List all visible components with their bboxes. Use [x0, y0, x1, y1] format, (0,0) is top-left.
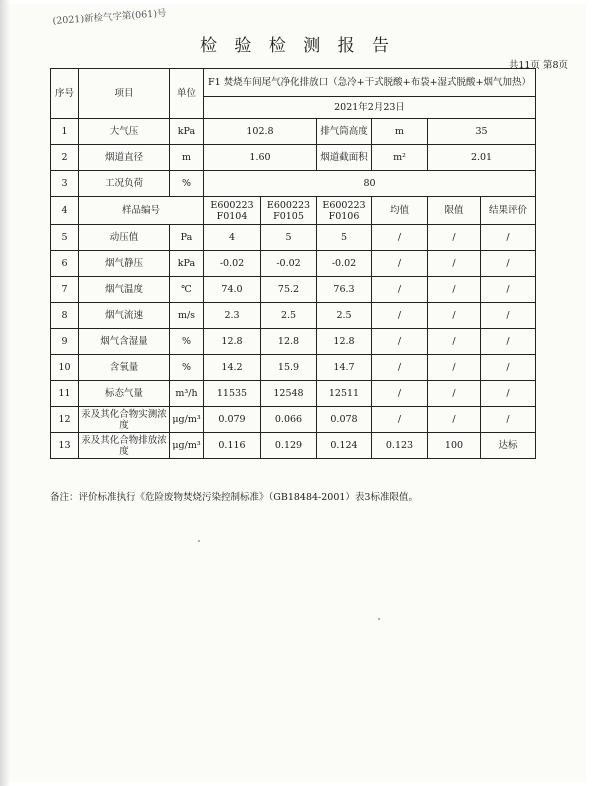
- limit-cell: /: [428, 303, 481, 329]
- seq-cell: 4: [51, 197, 79, 225]
- unit-cell: m³/h: [170, 381, 204, 407]
- item-cell: 含氧量: [79, 355, 170, 381]
- seq-cell: 11: [51, 381, 79, 407]
- value-cell: 80: [204, 171, 536, 197]
- seq-cell: 10: [51, 355, 79, 381]
- average-cell: /: [372, 251, 428, 277]
- result-cell: /: [481, 329, 536, 355]
- report-title: 检 验 检 测 报 告: [199, 36, 396, 56]
- unit-cell: m/s: [170, 303, 204, 329]
- sampling-date: 2021年2月23日: [204, 97, 536, 119]
- limit-cell: 100: [428, 433, 481, 459]
- result-cell: /: [481, 277, 536, 303]
- seq-cell: 3: [51, 171, 79, 197]
- sample-value-cell: 14.2: [204, 355, 261, 381]
- sample-value-cell: 12.8: [261, 329, 317, 355]
- unit-cell: μg/m³: [170, 407, 204, 433]
- table-row: [51, 407, 536, 433]
- sample-value-cell: 12.8: [204, 329, 261, 355]
- table-header-row: [51, 69, 536, 97]
- unit-cell: m: [372, 119, 428, 145]
- result-cell: 达标: [481, 433, 536, 459]
- unit-cell: %: [170, 355, 204, 381]
- sample-value-cell: 5: [317, 225, 372, 251]
- item-cell: 动压值: [79, 225, 170, 251]
- item-cell: 大气压: [79, 119, 170, 145]
- seq-cell: 6: [51, 251, 79, 277]
- limit-cell: /: [428, 407, 481, 433]
- seq-cell: 9: [51, 329, 79, 355]
- sample-value-cell: 2.5: [261, 303, 317, 329]
- average-cell: /: [372, 303, 428, 329]
- unit-cell: m²: [372, 145, 428, 171]
- sample-value-cell: 14.7: [317, 355, 372, 381]
- unit-cell: kPa: [170, 119, 204, 145]
- sample-value-cell: -0.02: [317, 251, 372, 277]
- unit-cell: %: [170, 329, 204, 355]
- item-cell: 烟气流速: [79, 303, 170, 329]
- result-cell: /: [481, 381, 536, 407]
- unit-cell: kPa: [170, 251, 204, 277]
- report-code: (2021)新检气字第(061)号: [52, 8, 167, 27]
- result-header: 结果评价: [481, 197, 536, 225]
- table-row: [51, 433, 536, 459]
- sample-value-cell: 15.9: [261, 355, 317, 381]
- remark-note: 备注：评价标准执行《危险废物焚烧污染控制标准》（GB18484-2001）表3标准限值。: [50, 492, 418, 503]
- average-cell: /: [372, 277, 428, 303]
- seq-header: 序号: [51, 69, 79, 119]
- unit-cell: Pa: [170, 225, 204, 251]
- table-row: [51, 277, 536, 303]
- table-row: [51, 251, 536, 277]
- result-cell: /: [481, 355, 536, 381]
- seq-cell: 12: [51, 407, 79, 433]
- item-header: 项目: [79, 69, 170, 119]
- average-header: 均值: [372, 197, 428, 225]
- sample-value-cell: 0.116: [204, 433, 261, 459]
- sample-value-cell: 12548: [261, 381, 317, 407]
- unit-cell: %: [170, 171, 204, 197]
- sample-value-cell: -0.02: [204, 251, 261, 277]
- item-cell: 烟气温度: [79, 277, 170, 303]
- value-cell: 35: [428, 119, 536, 145]
- sample-value-cell: 0.078: [317, 407, 372, 433]
- seq-cell: 7: [51, 277, 79, 303]
- seq-cell: 2: [51, 145, 79, 171]
- average-cell: 0.123: [372, 433, 428, 459]
- sample-id-cell: E600223 F0106: [317, 197, 372, 225]
- seq-cell: 8: [51, 303, 79, 329]
- limit-cell: /: [428, 251, 481, 277]
- sample-id-row: [51, 197, 536, 225]
- limit-cell: /: [428, 225, 481, 251]
- average-cell: /: [372, 407, 428, 433]
- item-cell: 汞及其化合物实测浓度: [79, 407, 170, 433]
- sample-value-cell: 0.079: [204, 407, 261, 433]
- table-row: [51, 329, 536, 355]
- sample-value-cell: 0.129: [261, 433, 317, 459]
- item-cell: 烟气静压: [79, 251, 170, 277]
- unit-cell: μg/m³: [170, 433, 204, 459]
- sample-id-cell: E600223 F0105: [261, 197, 317, 225]
- page-info: 共11页 第8页: [508, 60, 568, 71]
- scan-speck: [378, 618, 380, 620]
- table-row: [51, 381, 536, 407]
- item-cell: 烟道截面积: [317, 145, 372, 171]
- item-cell: 烟道直径: [79, 145, 170, 171]
- sample-value-cell: 75.2: [261, 277, 317, 303]
- sampling-location: F1 焚烧车间尾气净化排放口（急冷+干式脱酸+布袋+湿式脱酸+烟气加热）: [204, 69, 536, 97]
- measurement-rows: [51, 225, 536, 459]
- unit-cell: m: [170, 145, 204, 171]
- item-cell: 烟气含湿量: [79, 329, 170, 355]
- sample-value-cell: 11535: [204, 381, 261, 407]
- average-cell: /: [372, 381, 428, 407]
- report-table: [50, 68, 536, 459]
- unit-cell: ℃: [170, 277, 204, 303]
- average-cell: /: [372, 225, 428, 251]
- seq-cell: 13: [51, 433, 79, 459]
- item-cell: 排气筒高度: [317, 119, 372, 145]
- item-cell: 标态气量: [79, 381, 170, 407]
- sample-value-cell: 0.066: [261, 407, 317, 433]
- result-cell: /: [481, 225, 536, 251]
- item-cell: 汞及其化合物排放浓度: [79, 433, 170, 459]
- result-cell: /: [481, 251, 536, 277]
- sample-value-cell: 76.3: [317, 277, 372, 303]
- sample-value-cell: 2.3: [204, 303, 261, 329]
- value-cell: 1.60: [204, 145, 317, 171]
- value-cell: 102.8: [204, 119, 317, 145]
- sample-value-cell: 5: [261, 225, 317, 251]
- value-cell: 2.01: [428, 145, 536, 171]
- sample-value-cell: 0.124: [317, 433, 372, 459]
- sample-id-cell: E600223 F0104: [204, 197, 261, 225]
- sample-id-label: 样品编号: [79, 197, 204, 225]
- sample-value-cell: 4: [204, 225, 261, 251]
- limit-cell: /: [428, 277, 481, 303]
- seq-cell: 5: [51, 225, 79, 251]
- table-row: [51, 145, 536, 171]
- table-row: [51, 303, 536, 329]
- limit-header: 限值: [428, 197, 481, 225]
- table-row: [51, 171, 536, 197]
- sample-value-cell: 74.0: [204, 277, 261, 303]
- table-row: [51, 119, 536, 145]
- unit-header: 单位: [170, 69, 204, 119]
- limit-cell: /: [428, 381, 481, 407]
- table-row: [51, 225, 536, 251]
- limit-cell: /: [428, 329, 481, 355]
- scan-shadow: [0, 0, 10, 786]
- table-row: [51, 355, 536, 381]
- result-cell: /: [481, 303, 536, 329]
- average-cell: /: [372, 329, 428, 355]
- seq-cell: 1: [51, 119, 79, 145]
- result-cell: /: [481, 407, 536, 433]
- sample-value-cell: 2.5: [317, 303, 372, 329]
- sample-value-cell: 12511: [317, 381, 372, 407]
- item-cell: 工况负荷: [79, 171, 170, 197]
- sample-value-cell: -0.02: [261, 251, 317, 277]
- limit-cell: /: [428, 355, 481, 381]
- scan-speck: [198, 540, 200, 542]
- average-cell: /: [372, 355, 428, 381]
- sample-value-cell: 12.8: [317, 329, 372, 355]
